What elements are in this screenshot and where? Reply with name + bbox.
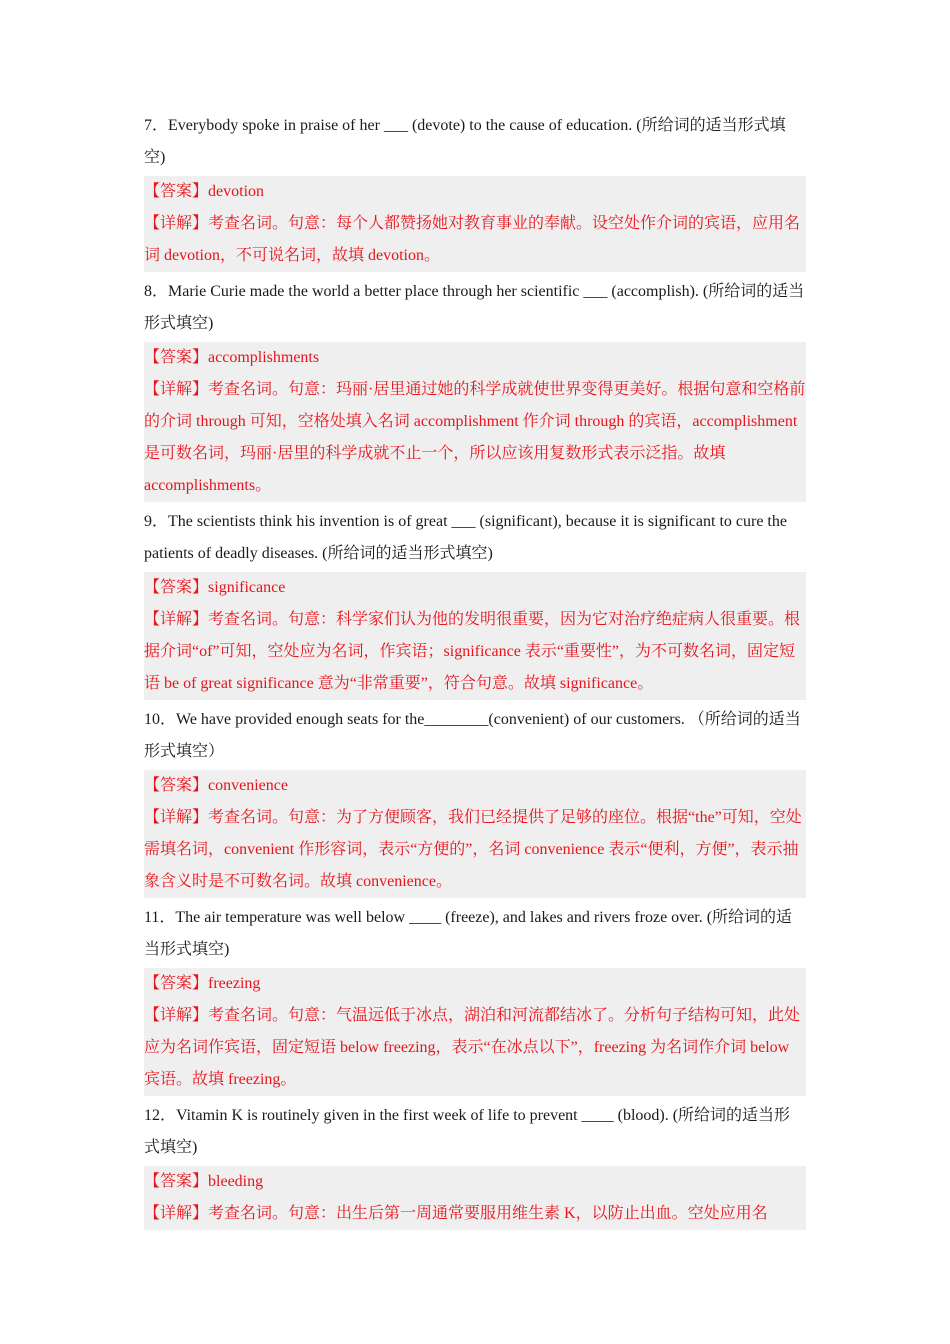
answer-text: accomplishments: [208, 349, 320, 366]
explain-tag: 【详解】: [144, 381, 209, 398]
answer-tag: 【答案】: [144, 975, 209, 992]
explain-text: 考查名词。句意：每个人都赞扬她对教育事业的奉献。设空处作介词的宾语，应用名词 devotion，不可说名词，故填 devotion。: [144, 215, 801, 264]
answer-text: significance: [208, 579, 286, 596]
question-item: [144, 110, 806, 272]
question-text: 7．Everybody spoke in praise of her ___ (devote) to the cause of education. (所给词的适当形式填空): [144, 117, 786, 166]
question-text: 12．Vitamin K is routinely given in the first week of life to prevent ____ (blood). (所给词的适当形式填空): [144, 1107, 791, 1156]
answer-tag: 【答案】: [144, 777, 209, 794]
question-item: [144, 902, 806, 1096]
answer-block: [144, 342, 806, 502]
question-item: [144, 1100, 806, 1230]
explain-tag: 【详解】: [144, 1007, 209, 1024]
answer-block: [144, 1166, 806, 1230]
answer-block: [144, 968, 806, 1096]
answer-block: [144, 176, 806, 272]
answer-text: convenience: [208, 777, 288, 794]
explain-tag: 【详解】: [144, 809, 209, 826]
question-text: 9．The scientists think his invention is of great ___ (significant), because it is significant to cure the patients of deadly diseases. (所给词的适当形式填空): [144, 513, 787, 562]
explain-text: 考查名词。句意：出生后第一周通常要服用维生素 K，以防止出血。空处应用名: [208, 1205, 768, 1222]
explain-tag: 【详解】: [144, 215, 209, 232]
question-text: 8．Marie Curie made the world a better place through her scientific ___ (accomplish). (所给词的适当形式填空): [144, 283, 805, 332]
answer-tag: 【答案】: [144, 349, 209, 366]
answer-tag: 【答案】: [144, 579, 209, 596]
explain-text: 考查名词。句意：科学家们认为他的发明很重要，因为它对治疗绝症病人很重要。根据介词“of”可知，空处应为名词，作宾语；significance 表示“重要性”，为不可数名词，固定短语 be of great significance 意为“非常重要”，符合句意。故填 significance。: [144, 611, 801, 692]
explain-text: 考查名词。句意：为了方便顾客，我们已经提供了足够的座位。根据“the”可知，空处需填名词，convenient 作形容词，表示“方便的”，名词 convenience 表示“便利，方便”，表示抽象含义时是不可数名词。故填 convenience。: [144, 809, 802, 890]
question-text: 10．We have provided enough seats for the________(convenient) of our customers. （所给词的适当形式填空）: [144, 711, 801, 760]
answer-tag: 【答案】: [144, 1173, 209, 1190]
explain-text: 考查名词。句意：玛丽·居里通过她的科学成就使世界变得更美好。根据句意和空格前的介词 through 可知，空格处填入名词 accomplishment 作介词 through 的宾语，accomplishment 是可数名词，玛丽·居里的科学成就不止一个，所以应该用复数形式表示泛指。故填 accomplishments。: [144, 381, 806, 494]
answer-block: [144, 572, 806, 700]
answer-block: [144, 770, 806, 898]
answer-text: bleeding: [208, 1173, 264, 1190]
explain-text: 考查名词。句意：气温远低于冰点，湖泊和河流都结冰了。分析句子结构可知，此处应为名词作宾语，固定短语 below freezing，表示“在冰点以下”，freezing 为名词作介词 below 宾语。故填 freezing。: [144, 1007, 801, 1088]
answer-tag: 【答案】: [144, 183, 209, 200]
explain-tag: 【详解】: [144, 611, 209, 628]
question-text: 11．The air temperature was well below ____ (freeze), and lakes and rivers froze over. (所给词的适当形式填空): [144, 909, 793, 958]
document-page: [144, 110, 806, 1234]
question-item: [144, 704, 806, 898]
answer-text: devotion: [208, 183, 265, 200]
question-item: [144, 276, 806, 502]
question-item: [144, 506, 806, 700]
explain-tag: 【详解】: [144, 1205, 209, 1222]
answer-text: freezing: [208, 975, 261, 992]
